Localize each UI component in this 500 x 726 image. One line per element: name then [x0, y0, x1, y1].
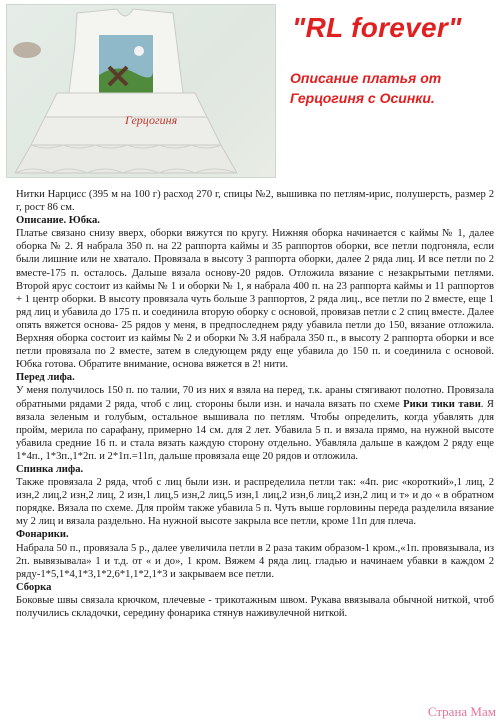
front-heading: Перед лифа.: [16, 372, 75, 384]
skirt-heading: Описание. Юбка.: [16, 215, 100, 227]
pattern-text: [16, 188, 494, 620]
dress-illustration: [7, 5, 275, 177]
back-paragraph: Также провязала 2 ряда, чтоб с лиц были изн. и распределила петли так: «4п. рис «короткий»,1 лиц, 2 изн,2 лиц,2 изн,2 лиц, 2 изн,1 лиц,5 изн,2 лиц,5 изн,1 лиц,2 изн,6 лиц,2 изн,2 лиц и т» и до « в обратном порядке. Вязала по схеме. Для пройм также убавила 5 п. Чуть выше горловины переда разделила вязание му 2 лиц и вязала раздельно. На нужной высоте закрыла все петли, кроме 11п для плеча.: [16, 477, 494, 528]
skirt-paragraph: Платье связано снизу вверх, оборки вяжутся по кругу. Нижняя оборка начинается с каймы № 1, далее оборка № 2. Я набрала 350 п. на 22 раппорта каймы и 35 раппортов оборки, все петли подгоняла, если были лишние или не хватало. Провязала в высоту 3 раппорта оборки, далее 2 ряда лиц. И все петли по 2 вместе-175 п. осталось. Дальше вязала основу-20 рядов. Отложила вязание с незакрытыми петлями. Второй ярус состоит из каймы № 1 и оборки № 1, я набрала 400 п. на 23 раппорта каймы и 11 раппортов + 1 центр оборки. В высоту провязала чуть больше 3 раппортов, 2 ряда лиц., все петли по 2 вместе, еще 1 ряд лиц и убавила до 175 п. и соединила вторую оборку с основой, провязав петли с 2 спиц вместе. Далее опять вяжется основа- 25 рядов у меня, в предпоследнем ряду убавила петли до 150, вязание отложила. Верхняя оборка состоит из каймы № 2 и оборки № 3.Я набрала 350 п., в высоту 2 раппорта оборки и все петли провязала по 2 вместе, затем в следующем ряду еще убавила до 150 п. и соединила с основой. Юбка готова. Обратите внимание, основа вяжется в 2! нити.: [16, 228, 494, 371]
dress-photo: [6, 4, 276, 178]
lantern-paragraph: Набрала 50 п., провязала 5 р., далее увеличила петли в 2 раза таким образом-1 кром.,«1п. провязывала, из 2п. вывязывала» 1 и т.д. от « и до», 1 кром. Вяжем 4 ряда лиц. гладью и начинаем убавки в каждом 2 ряду-1*5,1*4,1*3,1*2,6*1,1*2,1*3 и закрываем все петли.: [16, 542, 494, 580]
page-subtitle: Описание платья от Герцогиня с Осинки.: [290, 70, 442, 106]
back-heading: Спинка лифа.: [16, 463, 84, 475]
brand-title: "RL forever": [292, 12, 462, 43]
photo-caption: Герцогиня: [125, 113, 178, 127]
assembly-heading: Сборка: [16, 581, 52, 593]
lantern-heading: Фонарики.: [16, 529, 69, 541]
site-watermark: Страна Мам: [427, 704, 496, 719]
scheme-name: Рики тики тави: [403, 398, 481, 410]
assembly-paragraph: Боковые швы связала крючком, плечевые - трикотажным швом. Рукава ввязывала обычной ниткой, чтоб получились складочки, середину фонарика стянув наживулечной ниткой.: [16, 594, 494, 619]
yarn-paragraph: Нитки Нарцисс (395 м на 100 г) расход 270 г, спицы №2, вышивка по петлям-ирис, полушерсть, размер 2 г, рост 86 см.: [16, 189, 494, 214]
front-text-part-1: У меня получилось 150 п. по талии, 70 из них я взяла на перед, т.к. араны стягивают полотно. Провязала обратными рядами 2 ряда, чтоб с лиц. стороны были изн. и начала вязать по схеме: [16, 385, 494, 410]
front-text-part-2: . Я вязала зеленым и голубым, остальное вышивала по петлям. Чтобы определить, когда убавлять для пройм, мерила по сарафану, примерно 14 см. для 2 лет. Убавила 5 п. и вязала прямо, на нужной высоте убавила средние 16 п. и стала вязать каждую сторону отдельно. Убавляла дальше в каждом 2 ряду еще 1*4п., 1*3п.,1*2п. и 2*1п.=11п, дальше провязала еще 20 рядов и отложила.: [16, 398, 494, 462]
front-paragraph: [16, 384, 494, 463]
